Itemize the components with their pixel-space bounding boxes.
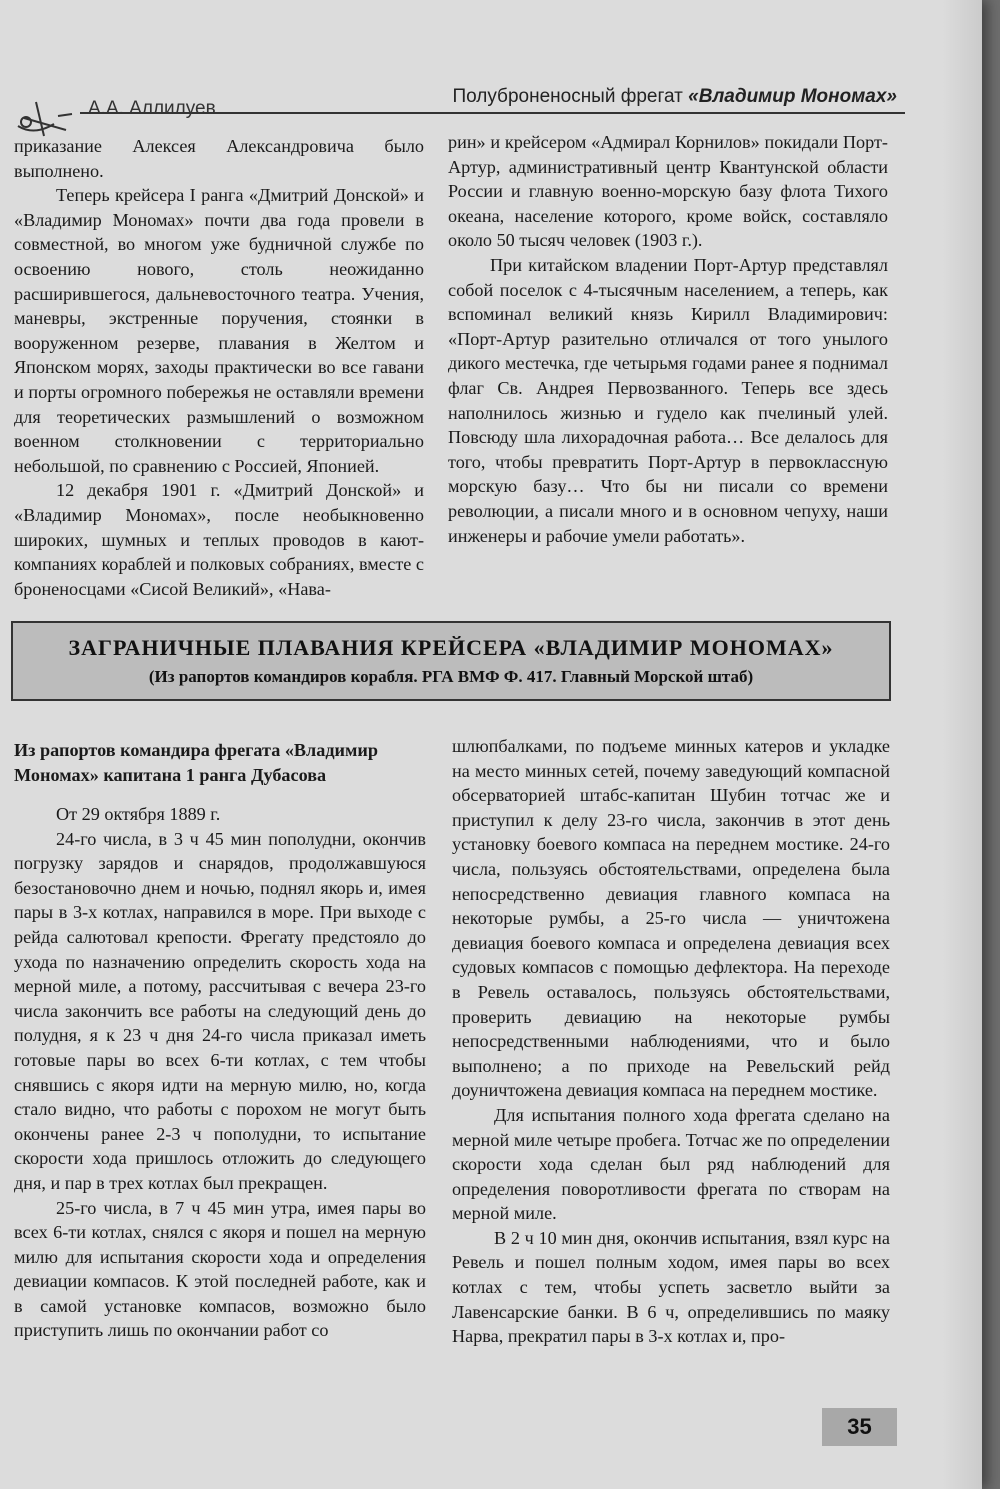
paragraph: приказание Алексея Александровича было выполнено. <box>14 136 424 181</box>
paragraph: При китайском владении Порт-Артур представлял собой поселок с 4-тысячным населением, а теперь, как вспоминал великий князь Кирилл Владимирович: «Порт-Артур разительно отличался от того унылого дикого местечка, где четырьмя годами ранее я поднимал флаг Св. Андрея Первозванного. Теперь все здесь наполнилось жизнью и гудело как пчелиный улей. Повсюду шла лихорадочная работа… Все делалось для того, чтобы превратить Порт-Артур в первоклассную морскую базу… Что бы ни писали со времени революции, а писали много и в основном чепуху, наши инженеры и рабочие умели работать». <box>448 254 888 546</box>
report-date: От 29 октября 1889 г. <box>56 804 221 824</box>
section-title: ЗАГРАНИЧНЫЕ ПЛАВАНИЯ КРЕЙСЕРА «ВЛАДИМИР МОНОМАХ» <box>68 635 834 660</box>
paragraph: Для испытания полного хода фрегата сделано на мерной миле четыре пробега. Тотчас же по определении скорости хода сделан был ряд наблюдений для определения поворотливости фрегата по створам на мерной миле. <box>452 1104 890 1224</box>
running-title-text: Полуброненосный фрегат <box>452 86 683 107</box>
paragraph: 25-го числа, в 7 ч 45 мин утра, имея пары во всех 6-ти котлах, снялся с якоря и пошел на мерную милю для испытания скорости хода и определения девиации компасов. К этой последней работе, как и в самой установке компасов, возможно было приступить лишь по окончании работ со <box>14 1197 426 1341</box>
report-subheading: Из рапортов командира фрегата «Владимир Мономах» капитана 1 ранга Дубасова <box>14 740 379 785</box>
running-title <box>452 86 897 108</box>
paragraph: рин» и крейсером «Адмирал Корнилов» покидали Порт-Артур, административный центр Квантунской области России и главную военно-морскую базу флота Тихого океана, население которого, кроме войск, составляло около 50 тысяч человек (1903 г.). <box>448 132 888 251</box>
section-subtitle: (Из рапортов командиров корабля. РГА ВМФ Ф. 417. Главный Морской штаб) <box>148 667 754 686</box>
paragraph: шлюпбалками, по подъеме минных катеров и укладке на место минных сетей, почему заведующий компасной обсерваторией штабс-капитан Шубин тотчас же и приступил к делу 23-го числа, закончив в этот день установку боевого компаса на переднем мостике. 24-го числа, пользуясь обстоятельствами, определена была непосредственно девиация главного компаса на некоторые румбы, а 25-го числа — уничтожена девиация боевого компаса и определена девиация всех судовых компасов с помощью дефлектора. На переходе в Ревель оставалось, пользуясь обстоятельствами, проверить девиацию на некоторые румбы непосредственными наблюдениями, что и было выполнено; а по приходе на Ревельский рейд доуничтожена девиация компаса на переднем мостике. <box>452 736 890 1101</box>
paragraph: 12 декабря 1901 г. «Дмитрий Донской» и «Владимир Мономах», после необыкновенно широких, шумных и теплых проводов в кают-компаниях кораблей и полковых собраниях, вместе с броненосцами «Сисой Великий», «Нава- <box>14 480 424 599</box>
running-title-ship: «Владимир Мономах» <box>688 86 897 107</box>
paragraph: 24-го числа, в 3 ч 45 мин пополудни, окончив погрузку зарядов и снарядов, продолжавшуюся безостановочно днем и ночью, поднял якорь и, имея пары в 3-х котлах, направился в море. При выходе с рейда салютовал крепости. Фрегату предстояло до ухода по назначению определить скорость хода на мерной миле, а потому, рассчитывая с вечера 23-го числа закончить все работы на следующий день до полудня, я к 23 ч дня 24-го числа приказал иметь готовые пары во всех 6-ти котлах, с тем чтобы снявшись с якоря идти на мерную милю, но, когда стало видно, что работы с порохом не могут быть окончены ранее 2-3 ч пополудни, то испытание скорости хода пришлось отложить до следующего дня, и пар в трех котлах был прекращен. <box>14 828 426 1193</box>
page-number: 35 <box>822 1408 897 1446</box>
paragraph: В 2 ч 10 мин дня, окончив испытания, взял курс на Ревель и пошел полным ходом, имея пары во всех котлах с тем, чтобы успеть засветло выйти за Лавенсарские банки. В 6 ч, определившись по маяку Нарва, прекратил пары в 3-х котлах и, про- <box>452 1227 890 1347</box>
header-rule <box>80 112 905 114</box>
section-title-box <box>11 621 891 701</box>
paragraph: Теперь крейсера I ранга «Дмитрий Донской» и «Владимир Мономах» почти два года провели в совместной, во многом уже будничной службе по освоению нового, столь неожиданно расширившегося, дальневосточного театра. Учения, маневры, экстренные поручения, стоянки в вооруженном резерве, плавания в Желтом и Японском морях, заходы практически во все гавани и порты огромного побережья не оставляли времени для теоретических размышлений о возможном военном столкновении с территориально небольшой, по сравнению с Россией, Японией. <box>14 185 424 476</box>
column-3 <box>14 738 426 1343</box>
running-header <box>10 82 905 122</box>
column-2 <box>448 130 888 548</box>
column-4 <box>452 734 890 1349</box>
author-name: А.А. Аллилуев <box>88 98 216 119</box>
column-1 <box>14 134 424 601</box>
